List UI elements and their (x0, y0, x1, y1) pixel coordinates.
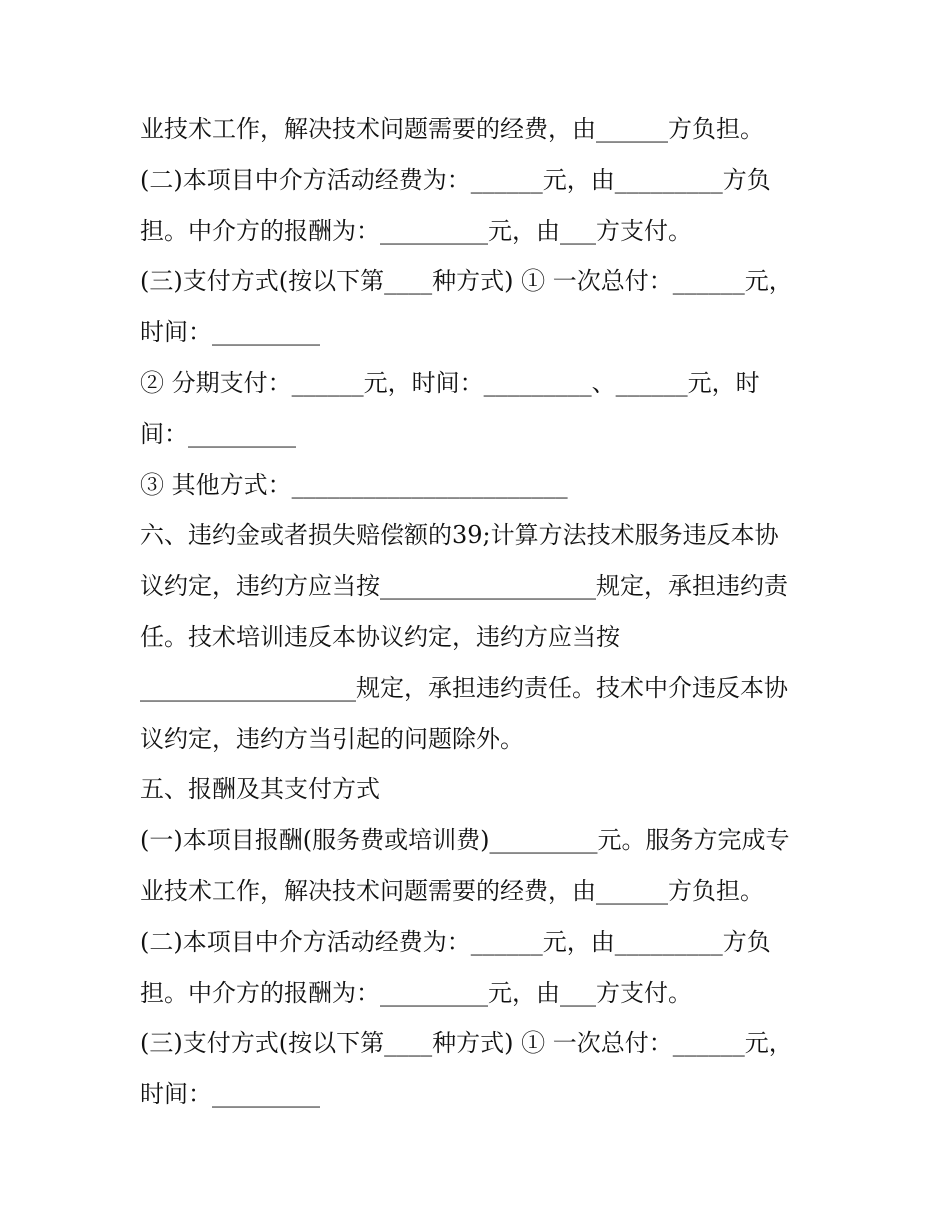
text-line: 议约定，违约方当引起的问题除外。 (140, 724, 524, 753)
text-line: ② 分期支付：______元，时间：_________、______元，时 (140, 368, 760, 397)
text-line: 时间：_________ (140, 318, 320, 347)
document-body (140, 104, 830, 1120)
text-line: 任。技术培训违反本协议约定，违约方应当按 (140, 622, 620, 651)
text-line: (三)支付方式(按以下第____种方式) ① 一次总付：______元， (140, 1029, 793, 1058)
section-heading-five: 五、报酬及其支付方式 (140, 775, 380, 804)
text-line: 时间：_________ (140, 1080, 320, 1109)
text-line: 担。中介方的报酬为：_________元，由___方支付。 (140, 978, 692, 1007)
text-line: (三)支付方式(按以下第____种方式) ① 一次总付：______元， (140, 267, 793, 296)
section-heading-six: 六、违约金或者损失赔偿额的39;计算方法技术服务违反本协 (140, 521, 779, 550)
text-line: 业技术工作，解决技术问题需要的经费，由______方负担。 (140, 876, 764, 905)
text-line: 议约定，违约方应当按__________________规定，承担违约责 (140, 572, 788, 601)
text-line: (二)本项目中介方活动经费为：______元，由_________方负 (140, 927, 771, 956)
text-line: (一)本项目报酬(服务费或培训费)_________元。服务方完成专 (140, 826, 790, 855)
text-line: (二)本项目中介方活动经费为：______元，由_________方负 (140, 165, 771, 194)
text-line: 担。中介方的报酬为：_________元，由___方支付。 (140, 216, 692, 245)
text-line: ③ 其他方式：_______________________ (140, 470, 568, 499)
text-line: 业技术工作，解决技术问题需要的经费，由______方负担。 (140, 115, 764, 143)
text-line: __________________规定，承担违约责任。技术中介违反本协 (140, 673, 788, 702)
text-line: 间：_________ (140, 419, 296, 448)
